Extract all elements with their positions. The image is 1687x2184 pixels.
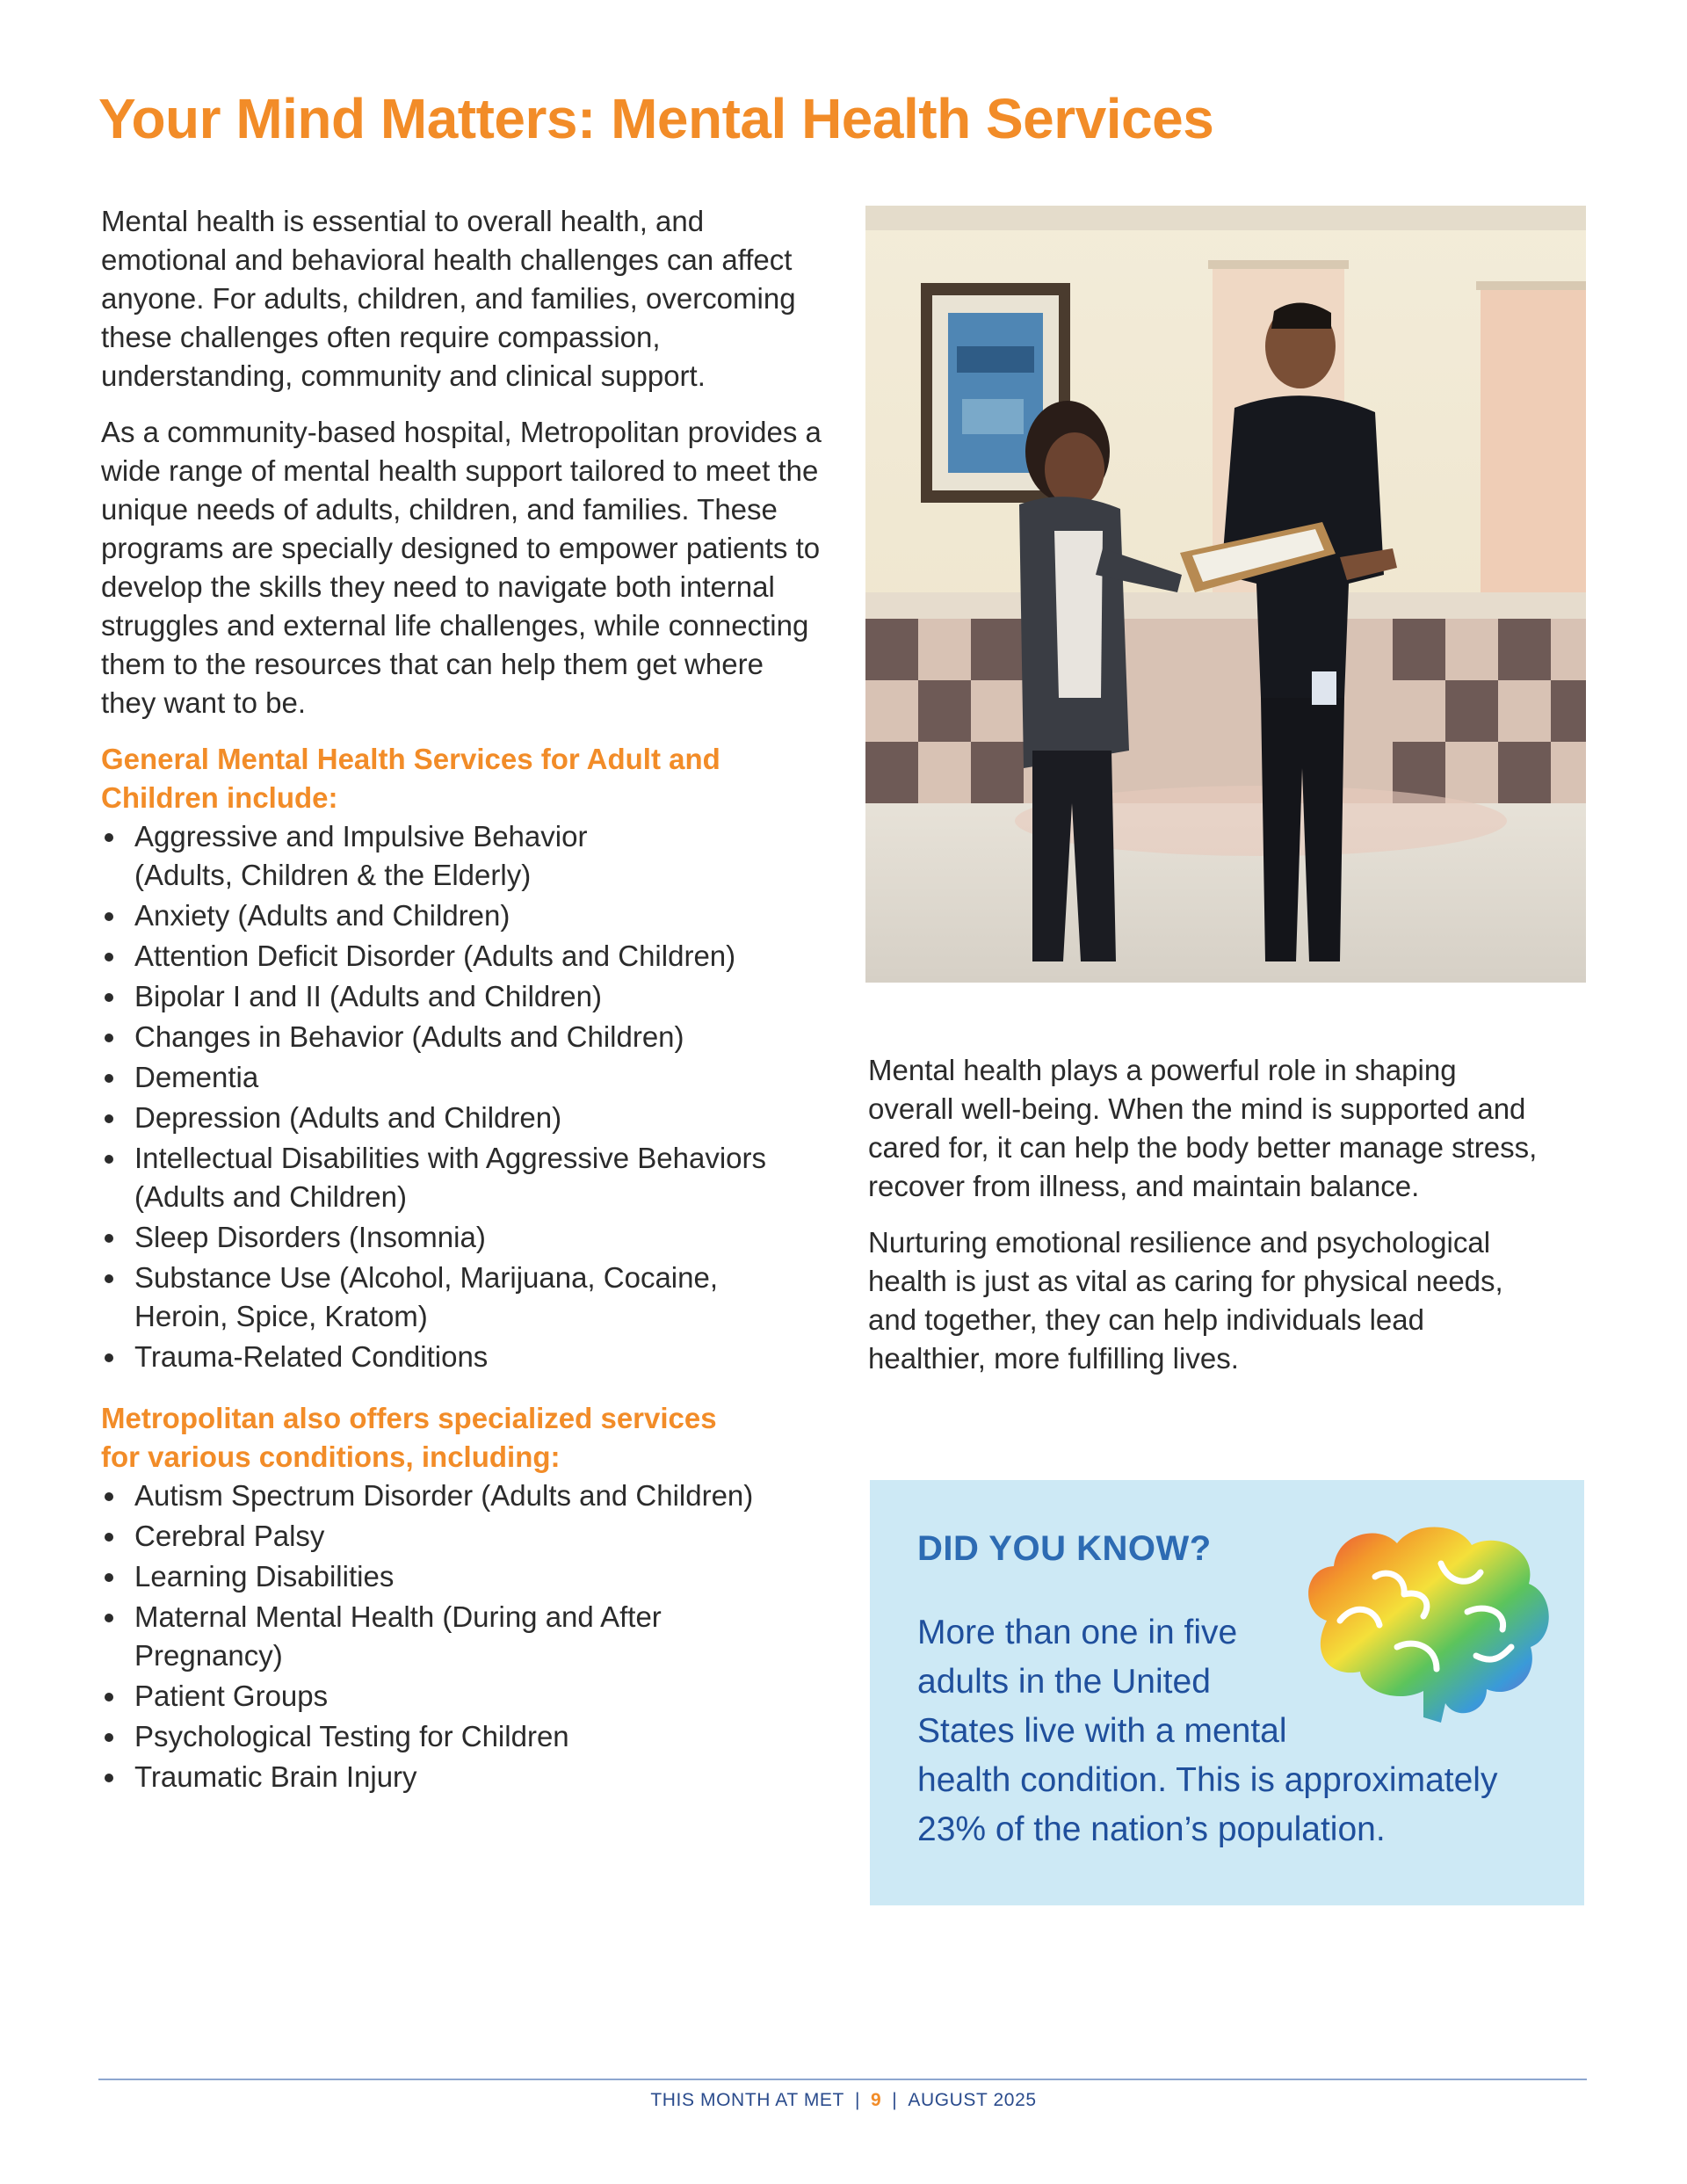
staff-consultation-photo: [865, 206, 1586, 983]
footer-rule: [98, 2079, 1587, 2080]
list-item: [101, 1758, 822, 1796]
page-title: Your Mind Matters: Mental Health Services: [98, 87, 1214, 150]
list-item: [101, 1598, 822, 1675]
list-item-text: Anxiety (Adults and Children): [134, 899, 510, 932]
list-item: [101, 896, 822, 935]
footer-separator: |: [854, 2090, 861, 2110]
checker-wainscot: [865, 619, 1586, 803]
left-column: [101, 202, 822, 1798]
list-item: [101, 1259, 822, 1336]
text-line: recover from illness, and maintain balance.: [868, 1170, 1420, 1202]
specialized-services-list: [101, 1477, 822, 1796]
footer-separator: |: [892, 2090, 898, 2110]
general-services-heading: [101, 740, 822, 817]
list-item: [101, 1139, 822, 1216]
text-line: Nurturing emotional resilience and psychological: [868, 1226, 1491, 1259]
callout-line: States live with a mental: [917, 1712, 1287, 1750]
list-item: [101, 1338, 822, 1376]
issue-date: AUGUST 2025: [908, 2090, 1037, 2110]
right-paragraph-2: [868, 1223, 1597, 1378]
list-item: [101, 1477, 822, 1515]
photo-illustration: [865, 206, 1586, 983]
list-item-text: Intellectual Disabilities with Aggressive Behaviors: [134, 1142, 767, 1174]
list-item: [101, 1218, 822, 1257]
list-item-text: Psychological Testing for Children: [134, 1720, 569, 1752]
list-item: [101, 937, 822, 976]
right-paragraph-1: [868, 1051, 1597, 1206]
text-line: overall well-being. When the mind is supported and: [868, 1092, 1526, 1125]
list-item-text: Patient Groups: [134, 1680, 329, 1712]
list-item-text: Learning Disabilities: [134, 1560, 395, 1593]
callout-line: 23% of the nation’s population.: [917, 1810, 1386, 1848]
list-item: [101, 817, 822, 895]
callout-line: adults in the United: [917, 1663, 1211, 1701]
rainbow-brain-icon: [1292, 1515, 1564, 1726]
list-item-text: Attention Deficit Disorder (Adults and Children): [134, 940, 736, 972]
page-number: 9: [871, 2090, 882, 2110]
right-column-text: [868, 1051, 1597, 1396]
list-item: [101, 1058, 822, 1097]
specialized-services-heading: [101, 1399, 822, 1477]
list-item-text: Bipolar I and II (Adults and Children): [134, 980, 602, 1012]
intro-paragraph-1: Mental health is essential to overall health, and emotional and behavioral health challenges can affect anyone. For adults, children, and families, overcoming these challenges often require compassion, understanding, community and clinical support.: [101, 205, 796, 392]
list-item-text: Substance Use (Alcohol, Marijuana, Cocaine,: [134, 1261, 719, 1294]
publication-name: THIS MONTH AT MET: [650, 2090, 844, 2110]
page-footer: [0, 2090, 1687, 2111]
list-item: [101, 1677, 822, 1716]
text-line: Mental health plays a powerful role in shaping: [868, 1054, 1457, 1086]
text-line: health is just as vital as caring for physical needs,: [868, 1265, 1503, 1297]
list-item-text: Aggressive and Impulsive Behavior: [134, 820, 588, 853]
callout-heading: DID YOU KNOW?: [917, 1529, 1212, 1568]
list-item: [101, 1099, 822, 1137]
text-line: healthier, more fulfilling lives.: [868, 1342, 1239, 1375]
list-item-text: (Adults, Children & the Elderly): [134, 859, 532, 891]
list-item-text: Depression (Adults and Children): [134, 1101, 562, 1134]
general-services-list: [101, 817, 822, 1376]
heading-line: Metropolitan also offers specialized services: [101, 1402, 717, 1434]
callout-line: More than one in five: [917, 1614, 1238, 1651]
list-item-text: (Adults and Children): [134, 1180, 407, 1213]
did-you-know-callout: [870, 1480, 1584, 1905]
text-line: and together, they can help individuals lead: [868, 1303, 1424, 1336]
text-line: cared for, it can help the body better manage stress,: [868, 1131, 1538, 1164]
list-item-text: Changes in Behavior (Adults and Children): [134, 1020, 684, 1053]
list-item-text: Dementia: [134, 1061, 259, 1093]
list-item-text: Trauma-Related Conditions: [134, 1340, 489, 1373]
heading-line: General Mental Health Services for Adult and: [101, 743, 720, 775]
intro-paragraph-2: As a community-based hospital, Metropolitan provides a wide range of mental health support tailored to meet the unique needs of adults, children, and families. These programs are specially designed to empower patients to develop the skills they need to navigate both internal struggles and external life challenges, while connecting them to the resources that can help them get where they want to be.: [101, 416, 822, 719]
list-item-text: Heroin, Spice, Kratom): [134, 1300, 428, 1332]
list-item-text: Sleep Disorders (Insomnia): [134, 1221, 486, 1253]
callout-line: health condition. This is approximately: [917, 1761, 1498, 1799]
list-item: [101, 977, 822, 1016]
list-item-text: Cerebral Palsy: [134, 1520, 325, 1552]
heading-line: Children include:: [101, 781, 338, 814]
list-item: [101, 1517, 822, 1556]
list-item-text: Autism Spectrum Disorder (Adults and Children): [134, 1479, 754, 1512]
list-item-text: Traumatic Brain Injury: [134, 1760, 417, 1793]
list-item-text: Pregnancy): [134, 1639, 283, 1672]
list-item: [101, 1717, 822, 1756]
list-item: [101, 1018, 822, 1056]
list-item-text: Maternal Mental Health (During and After: [134, 1600, 662, 1633]
heading-line: for various conditions, including:: [101, 1440, 561, 1473]
list-item: [101, 1557, 822, 1596]
